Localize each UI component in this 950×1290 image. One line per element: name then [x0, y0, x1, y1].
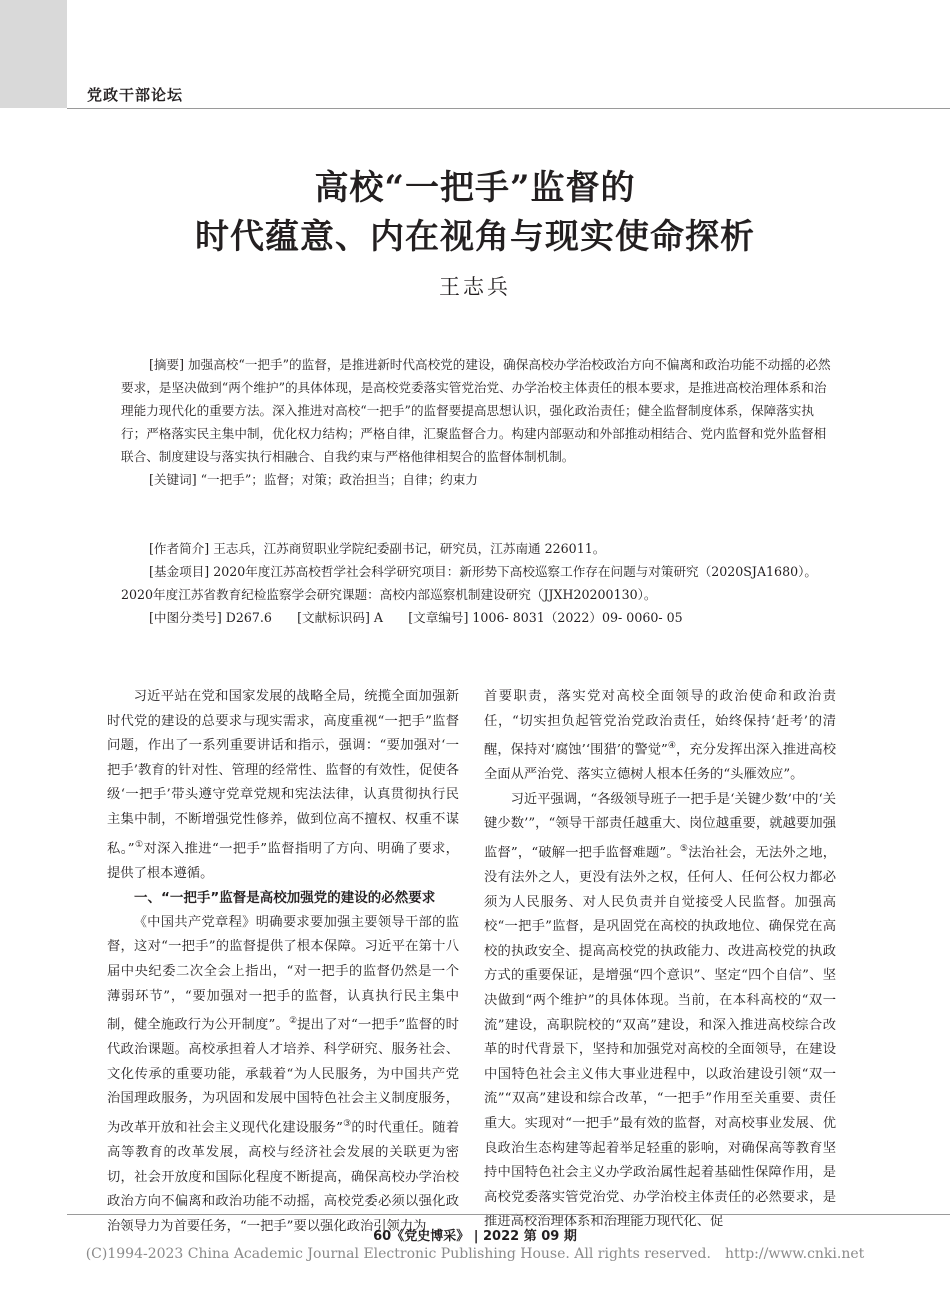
paragraph: 首要职责，落实党对高校全面领导的政治使命和政治责任，“切实担负起管党治党政治责任，始终保持‘赶考’的清醒，保持对‘腐蚀’‘围猎’的警觉”④，充分发挥出深入推进高校全面从严治党、落实立德树人根本任务的“头雁效应”。	[484, 689, 837, 783]
article-title-line1: 高校“一把手”监督的	[314, 168, 636, 208]
section-name: 党政干部论坛	[87, 86, 184, 104]
classification-info: [中图分类号] D267.6 [文献标识码] A [文章编号] 1006- 8031（2022）09- 0060- 05	[149, 610, 683, 625]
paragraph: 《中国共产党章程》明确要求要加强主要领导干部的监督，这对“一把手”的监督提供了根本保障。习近平在第十八届中央纪委二次全会上指出，“对一把手的监督仍然是一个薄弱环节”，“要加强对一把手的监督，认真执行民主集中制，健全施政行为公开制度”。②提出了对“一把手”监督的时代政治课题。高校承担着人才培养、科学研究、服务社会、文化传承的重要功能，承载着“为人民服务，为中国共产党治国理政服务，为巩固和发展中国特色社会主义制度服务，为改革开放和社会主义现代化建设服务”③的时代重任。随着高等教育的改革发展，高校与经济社会发展的关联更为密切，社会开放度和国际化程度不断提高，确保高校办学治校政治方向不偏离和政治功能不动摇，高校党委必须以强化政治领导力为首要任务，“一把手”要以强化政治引领力为	[107, 914, 459, 1234]
article-title-line2: 时代蕴意、内在视角与现实使命探析	[195, 217, 755, 257]
paragraph: 习近平强调，“各级领导班子一把手是‘关键少数’中的‘关键少数’”，“领导干部责任越重大、岗位越重要，就越要加强监督”，“破解一把手监督难题”。⑤法治社会，无法外之地，没有法外之人，更没有法外之权，任何人、任何公权力都必须为人民服务、对人民负责并自觉接受人民监督。加强高校“一把手”监督，是巩固党在高校的执政地位、确保党在高校的执政安全、提高高校党的执政能力、改进高校党的执政方式的重要保证，是增强“四个意识”、坚定“四个自信”、坚决做到“两个维护”的具体体现。当前，在本科高校的“双一流”建设，高职院校的“双高”建设，和深入推进高校综合改革的时代背景下，坚持和加强党对高校的全面领导，在建设中国特色社会主义伟大事业进程中，以政治建设引领“双一流”“双高”建设和综合改革，“一把手”作用至关重要、责任重大。实现对“一把手”最有效的监督，对高校事业发展、优良政治生态构建等起着举足轻重的影响，对确保高等教育坚持中国特色社会主义办学政治属性起着基础性保障作用，是高校党委落实管党治党、办学治校主体责任的必然要求，是推进高校治理体系和治理能力现代化、促	[484, 791, 836, 1230]
paragraph: 习近平站在党和国家发展的战略全局，统揽全面加强新时代党的建设的总要求与现实需求，高度重视“一把手”监督问题，作出了一系列重要讲话和指示，强调：“要加强对‘一把手’教育的针对性、管理的经常性、监督的有效性，促使各级‘一把手’带头遵守党章党规和宪法法律，认真贯彻执行民主集中制，不断增强党性修养，做到位高不擅权、权重不谋私。”①对深入推进“一把手”监督指明了方向、明确了要求，提供了根本遵循。	[107, 689, 459, 881]
page-footer: 60《党史博采》 | 2022 第 09 期	[373, 1229, 577, 1244]
fund-info: [基金项目] 2020年度江苏高校哲学社会科学研究项目：新形势下高校巡察工作存在问题与对策研究（2020SJA1680）。2020年度江苏省教育纪检监察学会研究课题：高校内部巡察机制建设研究（JJXH20200130）。	[121, 564, 817, 602]
article-author: 王志兵	[439, 275, 511, 299]
abstract-block	[121, 353, 833, 491]
author-bio: [作者简介] 王志兵，江苏商贸职业学院纪委副书记，研究员，江苏南通 226011。	[149, 541, 606, 556]
body-column-left	[107, 685, 459, 1239]
header-rule	[67, 108, 950, 109]
body-column-right	[484, 685, 836, 1235]
footer-rule	[67, 1214, 950, 1215]
corner-decoration	[0, 0, 67, 108]
copyright-notice: (C)1994-2023 China Academic Journal Electronic Publishing House. All rights reserved. http://www.cnki.net	[85, 1246, 865, 1262]
abstract-text: [摘要] 加强高校“一把手”的监督，是推进新时代高校党的建设，确保高校办学治校政治方向不偏离和政治功能不动摇的必然要求，是坚决做到“两个维护”的具体体现，是高校党委落实管党治党、办学治校主体责任的根本要求，是推进高校治理体系和治理能力现代化的重要方法。深入推进对高校“一把手”的监督要提高思想认识，强化政治责任；健全监督制度体系，保障落实执行；严格落实民主集中制，优化权力结构；严格自律，汇聚监督合力。构建内部驱动和外部推动相结合、党内监督和党外监督相联合、制度建设与落实执行相融合、自我约束与严格他律相契合的监督体制机制。	[121, 357, 831, 464]
article-info-block	[121, 537, 833, 629]
section-heading: 一、“一把手”监督是高校加强党的建设的必然要求	[134, 890, 436, 907]
keywords-text: [关键词] “一把手”；监督；对策；政治担当；自律；约束力	[149, 472, 478, 487]
